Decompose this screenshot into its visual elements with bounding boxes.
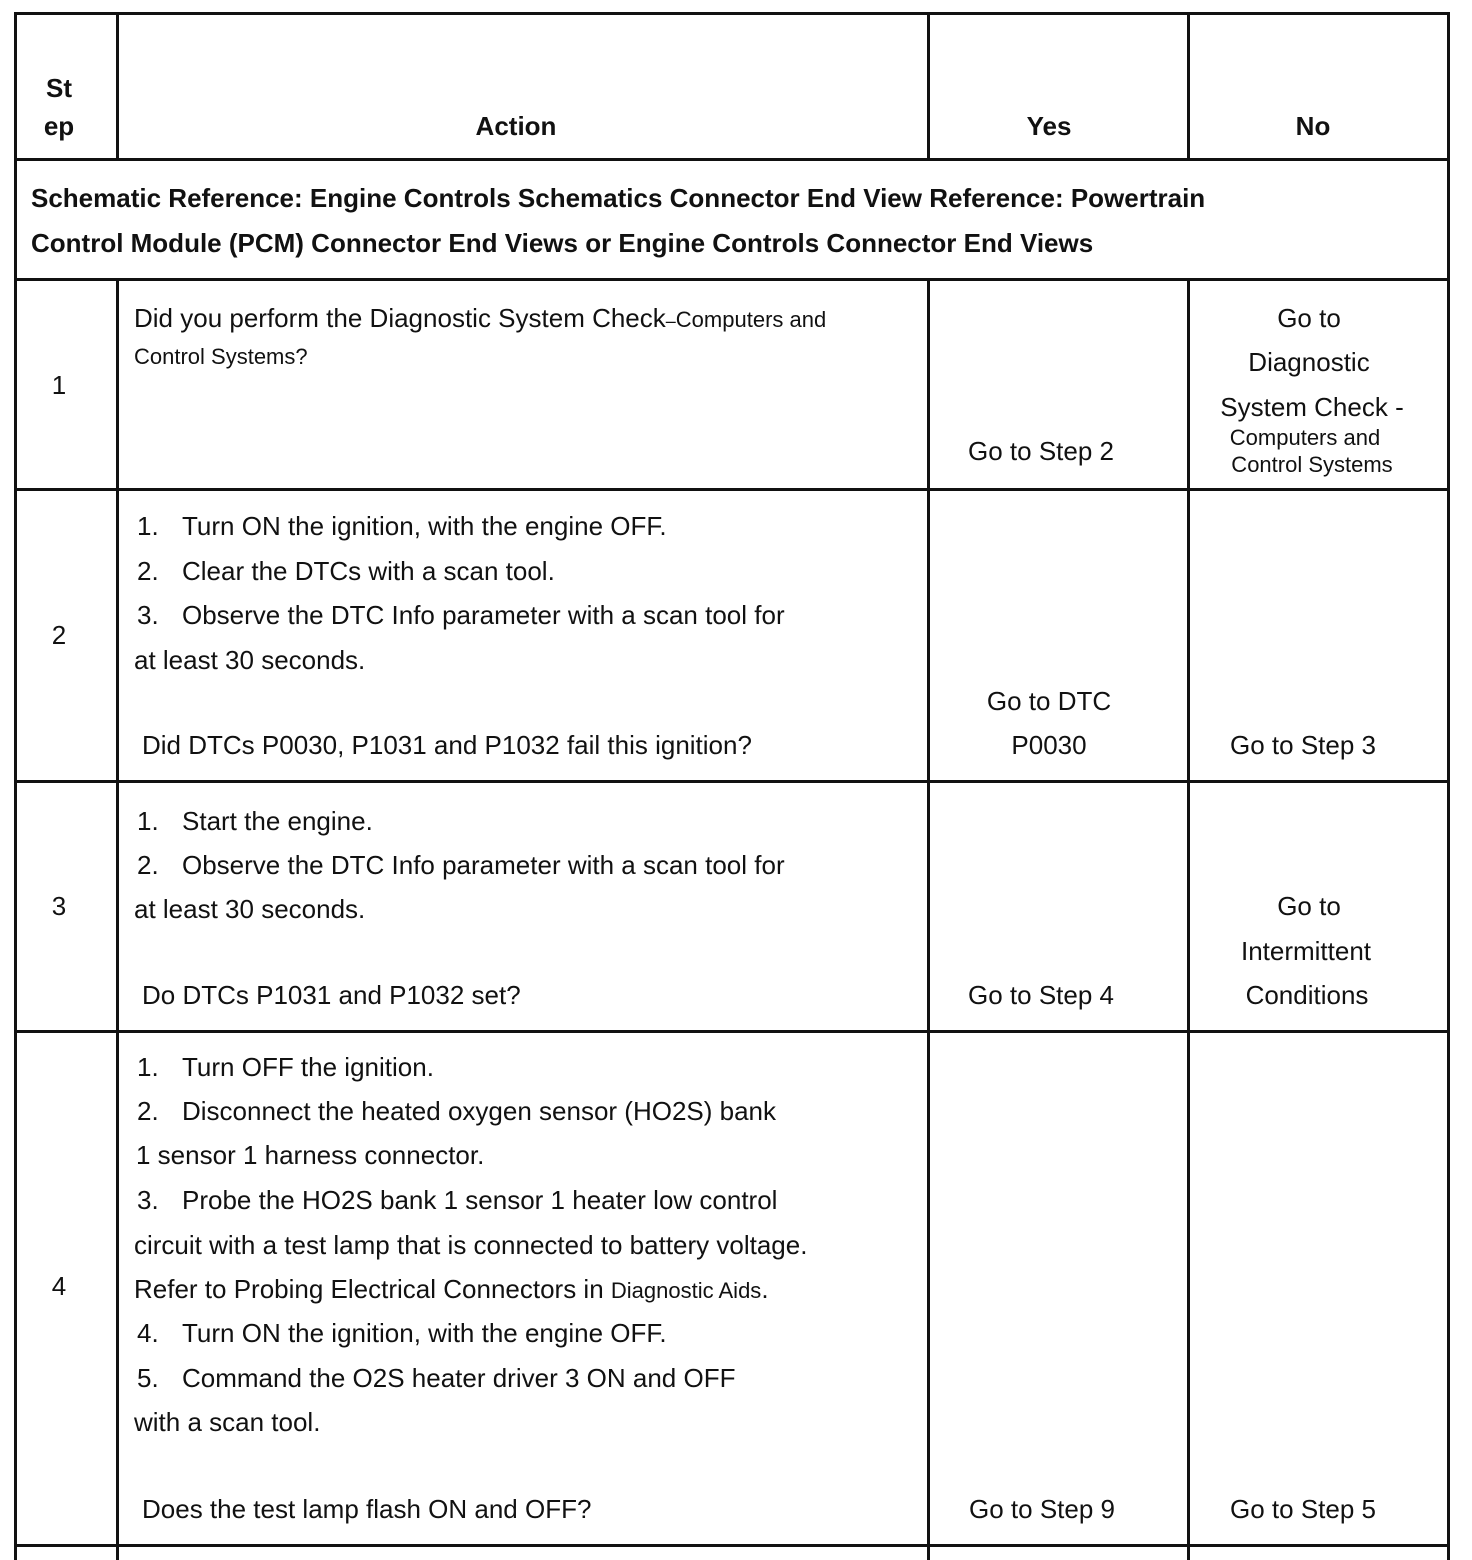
- no-cell-line1: Go to: [1277, 891, 1341, 921]
- row2-divider: [14, 780, 1450, 783]
- action-item-text: Turn ON the ignition, with the engine OFF.: [182, 1318, 667, 1348]
- action-item-number: 3.: [137, 1185, 159, 1215]
- col-divider-yes: [1187, 12, 1190, 161]
- yes-cell-line1: Go to DTC: [986, 686, 1112, 716]
- action-item-number: 2.: [137, 850, 159, 880]
- table-border-left: [14, 12, 17, 1560]
- no-cell-line3: System Check -: [1220, 392, 1404, 422]
- table-border-right: [1447, 12, 1450, 1560]
- action-item-text: Start the engine.: [182, 806, 373, 836]
- yes-cell: Go to Step 4: [968, 980, 1114, 1010]
- action-item-text: Turn OFF the ignition.: [182, 1052, 434, 1082]
- col-divider-action: [927, 12, 930, 161]
- header-divider: [14, 158, 1450, 161]
- no-cell-line1: Go to: [1277, 303, 1341, 333]
- step-number: 4: [51, 1271, 67, 1301]
- action-item-continuation: 1 sensor 1 harness connector.: [136, 1140, 485, 1170]
- no-cell-line2: Intermittent: [1240, 936, 1372, 966]
- action-item-number: 5.: [137, 1363, 159, 1393]
- action-item-number: 4.: [137, 1318, 159, 1348]
- action-item-number: 1.: [137, 1052, 159, 1082]
- action-item-continuation: [134, 1274, 769, 1306]
- step-number: 3: [51, 891, 67, 921]
- action-item-number: 3.: [137, 600, 159, 630]
- header-step-line1: St: [46, 73, 72, 103]
- action-item-text: Command the O2S heater driver 3 ON and OFF: [182, 1363, 736, 1393]
- action-question: Do DTCs P1031 and P1032 set?: [142, 980, 521, 1010]
- no-cell-line2: Diagnostic: [1248, 347, 1370, 377]
- action-question: Does the test lamp flash ON and OFF?: [142, 1494, 592, 1524]
- reference-divider: [14, 278, 1450, 281]
- step-number: 1: [51, 370, 67, 400]
- col-divider-action: [927, 278, 930, 1560]
- no-cell: Go to Step 3: [1230, 730, 1376, 760]
- action-item-text: Clear the DTCs with a scan tool.: [182, 556, 555, 586]
- action-item-continuation: at least 30 seconds.: [134, 894, 366, 924]
- row1-divider: [14, 488, 1450, 491]
- action-question: Did DTCs P0030, P1031 and P1032 fail this ignition?: [142, 730, 752, 760]
- yes-cell: Go to Step 9: [969, 1494, 1115, 1524]
- action-question-text: Did you perform the Diagnostic System Check: [134, 303, 666, 333]
- action-item-number: 1.: [137, 806, 159, 836]
- action-item-text: Disconnect the heated oxygen sensor (HO2S) bank: [182, 1096, 777, 1126]
- col-divider-yes: [1187, 278, 1190, 1560]
- action-question: [134, 303, 826, 336]
- table-border-top: [14, 12, 1450, 15]
- action-question-line2: Control Systems?: [134, 344, 308, 369]
- reference-text: Refer to Probing Electrical Connectors in: [134, 1274, 611, 1304]
- action-question-link: Computers and: [675, 307, 827, 332]
- action-item-text: Turn ON the ignition, with the engine OFF.: [182, 511, 667, 541]
- header-step-line2: ep: [43, 111, 75, 141]
- action-item-text: Observe the DTC Info parameter with a scan tool for: [182, 850, 785, 880]
- col-divider-step: [116, 12, 119, 161]
- action-item-number: 1.: [137, 511, 159, 541]
- header-yes: Yes: [1026, 111, 1072, 141]
- action-item-number: 2.: [137, 1096, 159, 1126]
- no-cell-line3: Conditions: [1245, 980, 1369, 1010]
- reference-line1: Schematic Reference: Engine Controls Schematics Connector End View Reference: Powertrain: [31, 183, 1206, 213]
- row3-divider: [14, 1030, 1450, 1033]
- action-item-continuation: at least 30 seconds.: [134, 645, 366, 675]
- header-action: Action: [475, 111, 557, 141]
- yes-cell-line2: P0030: [1011, 730, 1087, 760]
- action-item-continuation: circuit with a test lamp that is connected to battery voltage.: [134, 1230, 808, 1260]
- row4-divider: [14, 1544, 1450, 1547]
- action-item-text: Observe the DTC Info parameter with a scan tool for: [182, 600, 785, 630]
- no-cell: Go to Step 5: [1230, 1494, 1376, 1524]
- reference-line2: Control Module (PCM) Connector End Views or Engine Controls Connector End Views: [31, 228, 1094, 258]
- action-item-continuation: with a scan tool.: [134, 1407, 321, 1437]
- period: .: [761, 1274, 769, 1304]
- no-cell-line4: Computers and: [1229, 425, 1381, 450]
- action-question-dash: –: [665, 311, 676, 331]
- col-divider-step: [116, 278, 119, 1560]
- action-item-number: 2.: [137, 556, 159, 586]
- header-no: No: [1295, 111, 1331, 141]
- yes-cell: Go to Step 2: [968, 436, 1114, 466]
- no-cell-line5: Control Systems: [1231, 452, 1393, 477]
- action-item-text: Probe the HO2S bank 1 sensor 1 heater low control: [182, 1185, 778, 1215]
- step-number: 2: [51, 620, 67, 650]
- diagnostic-aids-link: Diagnostic Aids: [610, 1278, 762, 1303]
